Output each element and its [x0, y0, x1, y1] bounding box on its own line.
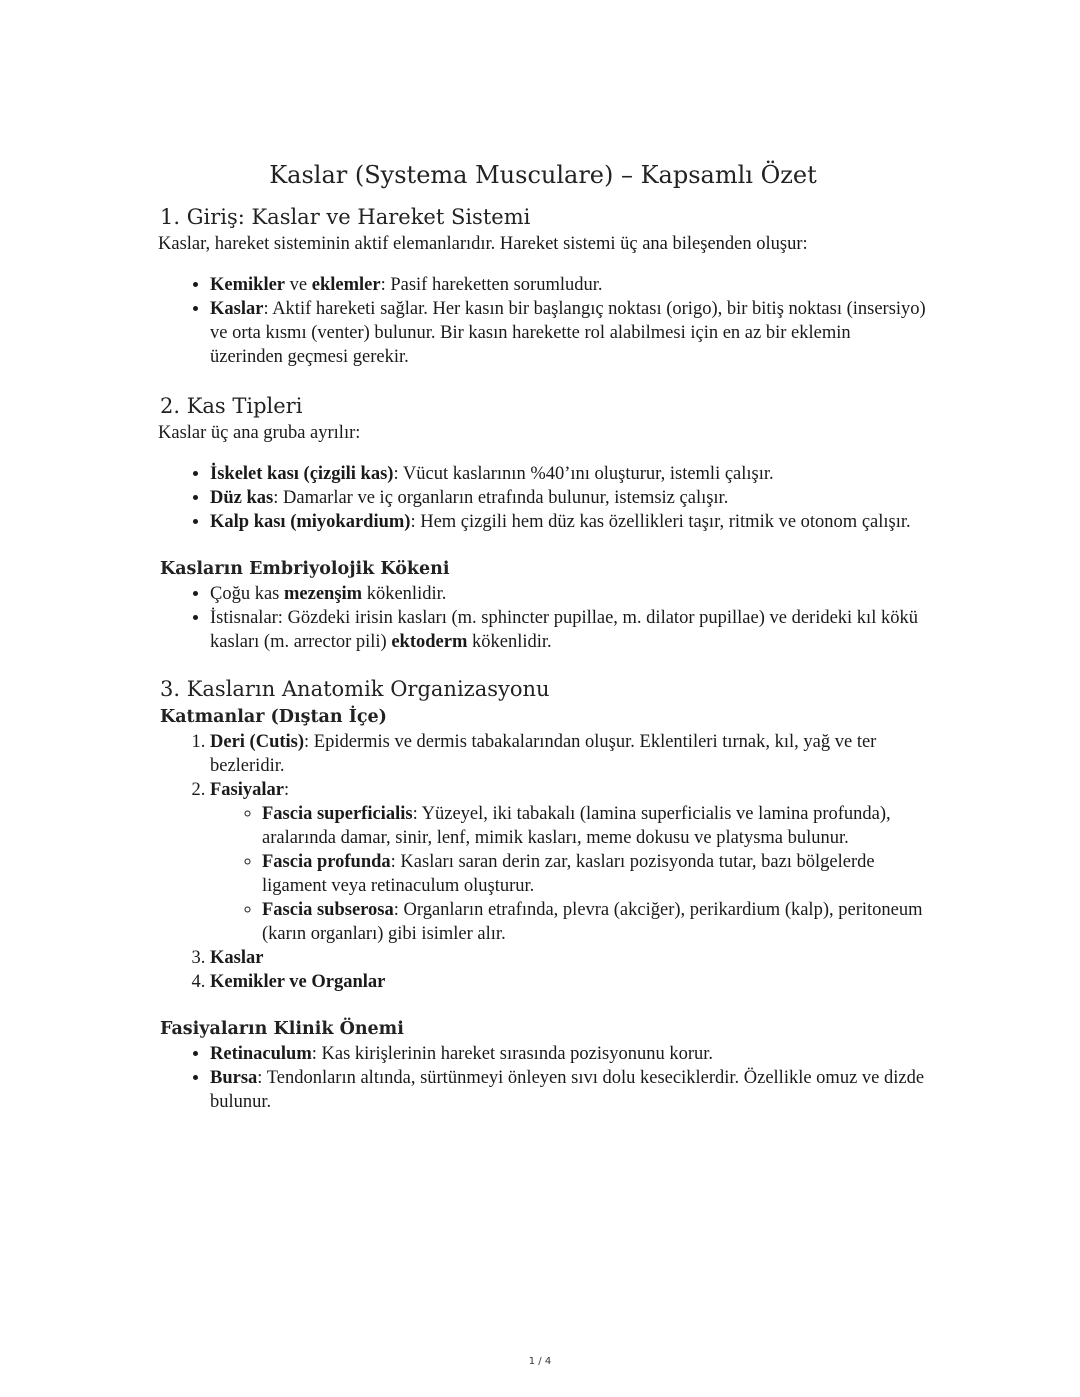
list-item: • Çoğu kas mezenşim kökenlidir. [210, 582, 928, 606]
section-heading-organization: 3. Kasların Anatomik Organizasyonu [160, 677, 550, 701]
list-item: ◦ Fascia superficialis: Yüzeyel, iki tabakalı (lamina superficialis ve lamina profunda), aralarında damar, sinir, lenf, mimik kasları, meme dokusu ve platysma bulunur. [262, 802, 928, 850]
list-item: • İstisnalar: Gözdeki irisin kasları (m. sphincter pupillae, m. dilator pupillae) ve derideki kıl kökü kasları (m. arrector pili) ektoderm kökenlidir. [210, 606, 928, 654]
spacer [158, 369, 928, 391]
list-item: • Kalp kası (miyokardium): Hem çizgili hem düz kas özellikleri taşır, ritmik ve otonom çalışır. [210, 510, 928, 534]
subsection-heading-embryology: Kasların Embriyolojik Kökeni [160, 559, 450, 579]
list-movement-components [158, 273, 928, 369]
list-item: • Düz kas: Damarlar ve iç organların etrafında bulunur, istemsiz çalışır. [210, 486, 928, 510]
list-item: • Retinaculum: Kas kirişlerinin hareket sırasında pozisyonunu korur. [210, 1042, 928, 1066]
list-fascias [210, 802, 928, 946]
paragraph-muscle-types: Kaslar üç ana gruba ayrılır: [158, 423, 361, 443]
list-item: ◦ Fascia profunda: Kasları saran derin zar, kasları pozisyonda tutar, bazı bölgelerde ligament veya retinaculum oluşturur. [262, 850, 928, 898]
list-item: 1. Deri (Cutis): Epidermis ve dermis tabakalarından oluşur. Eklentileri tırnak, kıl, yağ ve ter bezleridir. [210, 730, 928, 778]
list-layers [158, 730, 928, 994]
spacer [158, 654, 928, 674]
list-clinical [158, 1042, 928, 1114]
subsection-heading-clinical: Fasiyaların Klinik Önemi [160, 1019, 404, 1039]
list-item: 3. Kaslar [210, 946, 928, 970]
subsection-heading-layers: Katmanlar (Dıştan İçe) [160, 707, 387, 727]
list-item: • Kemikler ve eklemler: Pasif hareketten sorumludur. [210, 273, 928, 297]
spacer [158, 256, 928, 273]
list-embryology [158, 582, 928, 654]
page-number: 1 / 4 [528, 1356, 552, 1367]
document-title: Kaslar (Systema Musculare) – Kapsamlı Özet [269, 161, 817, 189]
list-item: • İskelet kası (çizgili kas): Vücut kaslarının %40’ını oluşturur, istemli çalışır. [210, 462, 928, 486]
list-muscle-types [158, 462, 928, 534]
paragraph-intro: Kaslar, hareket sisteminin aktif elemanlarıdır. Hareket sistemi üç ana bileşenden oluşur: [158, 234, 808, 254]
list-item: • Bursa: Tendonların altında, sürtünmeyi önleyen sıvı dolu keseciklerdir. Özellikle omuz ve dizde bulunur. [210, 1066, 928, 1114]
spacer [158, 445, 928, 462]
list-item: ◦ Fascia subserosa: Organların etrafında, plevra (akciğer), perikardium (kalp), peritoneum (karın organları) gibi isimler alır. [262, 898, 928, 946]
list-item: • Kaslar: Aktif hareketi sağlar. Her kasın bir başlangıç noktası (origo), bir bitiş noktası (insersiyo) ve orta kısmı (venter) bulunur. Bir kasın harekette rol alabilmesi için en az bir eklemin üzerinden geçmesi gerekir. [210, 297, 928, 369]
spacer [158, 534, 928, 556]
list-item: 4. Kemikler ve Organlar [210, 970, 928, 994]
section-heading-muscle-types: 2. Kas Tipleri [160, 394, 303, 418]
document-page [158, 158, 928, 1114]
list-item: 2. Fasiyalar: ◦ Fascia superficialis: Yüzeyel, iki tabakalı (lamina superficialis ve lamina profunda), aralarında damar, sinir, lenf, mimik kasları, meme dokusu ve platysma bulunur. ◦ Fascia profunda: Kasları saran derin zar, kasları pozisyonda tutar, bazı bölgelerde ligament veya retinaculum oluşturur. ◦ Fascia subserosa: Organların etrafında, plevra (akciğer), perikardium (kalp), peritoneum (karın organları) gibi isimler alır. [210, 778, 928, 946]
spacer [158, 994, 928, 1016]
section-heading-intro: 1. Giriş: Kaslar ve Hareket Sistemi [160, 205, 531, 229]
